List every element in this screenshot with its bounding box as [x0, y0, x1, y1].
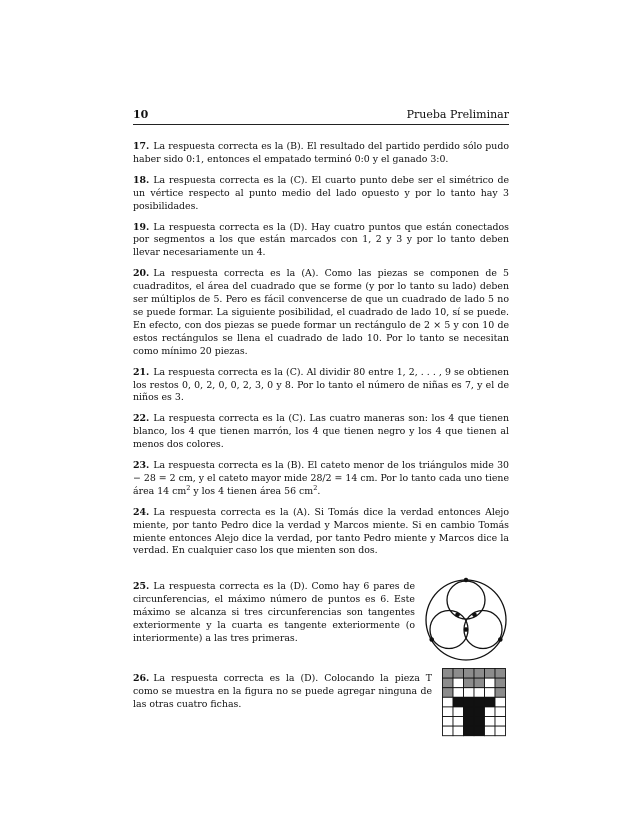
grid-cell — [464, 669, 475, 679]
running-title: Prueba Preliminar — [406, 108, 509, 121]
tangent-point — [455, 613, 460, 618]
solution-number: 22. — [133, 413, 150, 425]
solution-20 — [133, 268, 509, 358]
solution-text: La respuesta correcta es la (B). El cateto menor de los triángulos mide 30 − 28 = 2 cm, y el cateto mayor mide 28/2 = 14 cm. Por lo tanto cada uno tiene área 14 cm — [133, 460, 509, 497]
grid-cell — [495, 707, 506, 717]
solution-text: La respuesta correcta es la (B). El resultado del partido perdido sólo pudo haber sido 0:1, entonces el empatado terminó 0:0 y el ganado 3:0. — [133, 141, 509, 165]
solution-17 — [133, 141, 509, 167]
grid-cell — [485, 678, 496, 688]
grid-cell — [443, 707, 454, 717]
grid-cell — [453, 669, 464, 679]
grid-cell — [443, 669, 454, 679]
grid-cell — [495, 726, 506, 736]
solution-26-block — [133, 673, 509, 737]
right-circle — [464, 611, 502, 649]
grid-cell — [443, 717, 454, 727]
grid-cell — [453, 707, 464, 717]
solution-18 — [133, 175, 509, 214]
grid-cell — [485, 669, 496, 679]
tangent-point — [464, 578, 469, 583]
grid-cell — [485, 698, 496, 708]
solution-text-end: . — [317, 485, 321, 497]
solution-number: 21. — [133, 366, 150, 378]
solution-text: La respuesta correcta es la (C). El cuarto punto debe ser el simétrico de un vértice respecto al punto medio del lado opuesto y por lo tanto hay 3 posibilidades. — [133, 174, 509, 212]
grid-cell — [495, 688, 506, 698]
grid-cell — [474, 698, 485, 708]
solutions — [133, 141, 509, 737]
solution-text: La respuesta correcta es la (D). Como hay 6 pares de circunferencias, el máximo número de puntos es 6. Este máximo se alcanza si tres circunferencias son tangentes exteriormente y la cuarta es tangente exteriormente (o interiormente) a las tres primeras. — [133, 581, 415, 644]
left-circle — [430, 611, 468, 649]
tangent-circles-icon — [423, 577, 509, 663]
page-header — [133, 108, 509, 125]
page — [133, 108, 509, 737]
grid-cell — [474, 688, 485, 698]
solution-text-cont: y los 4 tienen área 56 cm — [190, 485, 314, 497]
grid-cell — [464, 678, 475, 688]
solution-23 — [133, 460, 509, 499]
solution-26 — [133, 673, 432, 712]
solution-text: La respuesta correcta es la (A). Si Tomás dice la verdad entonces Alejo miente, por tanto Pedro dice la verdad y Marcos miente. Si en cambio Tomás miente entonces Alejo dice la verdad, por tanto Pedro miente y Marcos dice la verdad. En cualquier caso los que mienten son dos. — [133, 506, 509, 557]
grid-cell — [453, 717, 464, 727]
grid-cell — [443, 698, 454, 708]
solution-number: 18. — [133, 174, 150, 186]
page-number: 10 — [133, 108, 149, 121]
grid-cell — [464, 688, 475, 698]
grid-cell — [485, 726, 496, 736]
solution-text: La respuesta correcta es la (D). Hay cuatro puntos que están conectados por segmentos a los que están marcados con 1, 2 y 3 y por lo tanto deben llevar necesariamente un 4. — [133, 221, 509, 259]
solution-number: 20. — [133, 268, 150, 280]
grid-cell — [464, 717, 475, 727]
solution-number: 17. — [133, 141, 150, 152]
grid-cell — [474, 678, 485, 688]
solution-text: La respuesta correcta es la (C). Al dividir 80 entre 1, 2, . . . , 9 se obtienen los restos 0, 0, 2, 0, 0, 2, 3, 0 y 8. Por lo tanto el número de niñas es 7, y el de niños es 3. — [133, 366, 509, 404]
grid-cell — [485, 717, 496, 727]
grid-cell — [495, 698, 506, 708]
tangent-point — [429, 638, 434, 643]
grid-cell — [485, 707, 496, 717]
grid-cell — [485, 688, 496, 698]
tangent-point — [472, 613, 477, 618]
solution-21 — [133, 367, 509, 406]
solution-number: 24. — [133, 506, 150, 518]
grid-cell — [443, 688, 454, 698]
exponent: 2 — [186, 483, 191, 492]
grid-cell — [474, 707, 485, 717]
grid-cell — [464, 698, 475, 708]
tangent-point — [464, 628, 469, 633]
grid-cell — [443, 726, 454, 736]
solution-19 — [133, 222, 509, 261]
grid-cell — [495, 678, 506, 688]
grid-cell — [495, 669, 506, 679]
exponent: 2 — [313, 483, 318, 492]
grid-cell — [453, 678, 464, 688]
grid-cell — [464, 707, 475, 717]
grid-cell — [443, 678, 454, 688]
tangent-point — [498, 638, 503, 643]
solution-text: La respuesta correcta es la (D). Colocando la pieza T como se muestra en la figura no se puede agregar ninguna de las otras cuatro fichas. — [133, 673, 432, 711]
top-circle — [447, 581, 485, 619]
grid-cell — [464, 726, 475, 736]
solution-number: 19. — [133, 221, 150, 233]
solution-number: 23. — [133, 460, 150, 472]
solution-number: 25. — [133, 581, 150, 593]
solution-25-block — [133, 581, 509, 663]
solution-text: La respuesta correcta es la (C). Las cuatro maneras son: los 4 que tienen blanco, los 4 que tienen marrón, los 4 que tienen negro y los 4 que tienen al menos dos colores. — [133, 413, 509, 451]
grid-cell — [474, 669, 485, 679]
grid-cell — [453, 698, 464, 708]
solution-number: 26. — [133, 673, 150, 685]
solution-25 — [133, 581, 415, 646]
grid-cell — [474, 717, 485, 727]
solution-24 — [133, 507, 509, 559]
solution-text: La respuesta correcta es la (A). Como las piezas se componen de 5 cuadraditos, el área del cuadrado que se forme (y por lo tanto su lado) deben ser múltiplos de 5. Pero es fácil convencerse de que un cuadrado de lado 5 no se puede formar. La siguiente posibilidad, el cuadrado de lado 10, sí se puede. En efecto, con dos piezas se puede formar un rectángulo de 2 × 5 y con 10 de estos rectángulos se llena el cuadrado de lado 10. Por lo tanto se necesitan como mínimo 20 piezas. — [133, 268, 509, 357]
grid-cell — [474, 726, 485, 736]
t-piece-grid-icon — [441, 667, 509, 737]
grid-cell — [453, 726, 464, 736]
solution-22 — [133, 413, 509, 452]
grid-cell — [453, 688, 464, 698]
grid-cell — [495, 717, 506, 727]
